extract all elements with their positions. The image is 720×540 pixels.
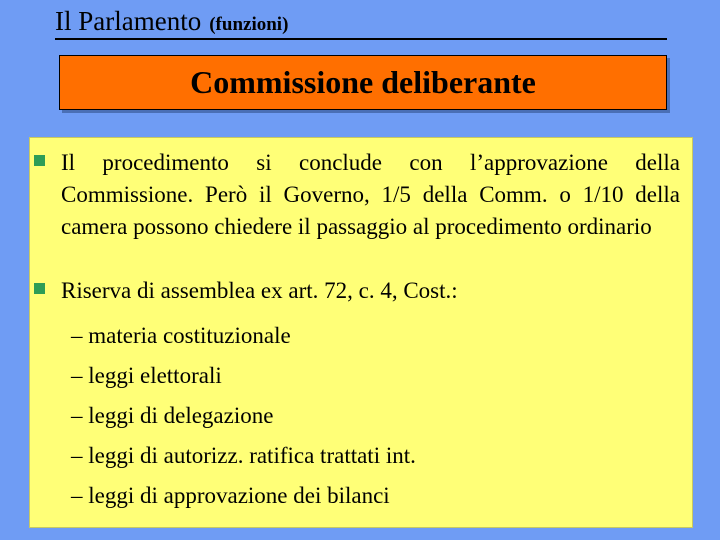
content-box <box>29 137 693 528</box>
bullet-item <box>34 275 680 307</box>
sub-list <box>71 316 416 516</box>
sub-list-item: – leggi di autorizz. ratifica trattati int. <box>71 443 416 468</box>
section-banner: Commissione deliberante <box>59 55 667 110</box>
title-subtitle: (funzioni) <box>209 14 289 35</box>
title-main: Il Parlamento <box>55 6 202 36</box>
square-bullet-icon <box>34 155 45 166</box>
sub-list-item: – leggi di delegazione <box>71 403 274 428</box>
bullet-item <box>34 147 680 243</box>
sub-list-item: – materia costituzionale <box>71 323 291 348</box>
sub-list-item: – leggi elettorali <box>71 363 222 388</box>
sub-list-item: – leggi di approvazione dei bilanci <box>71 483 390 508</box>
slide-title <box>55 4 667 40</box>
bullet-text: Riserva di assemblea ex art. 72, c. 4, Cost.: <box>61 278 458 303</box>
bullet-text: Il procedimento si conclude con l’approvazione della Commissione. Però il Governo, 1/5 della Comm. o 1/10 della camera possono chiedere il passaggio al procedimento ordinario <box>61 150 680 239</box>
square-bullet-icon <box>34 283 45 294</box>
